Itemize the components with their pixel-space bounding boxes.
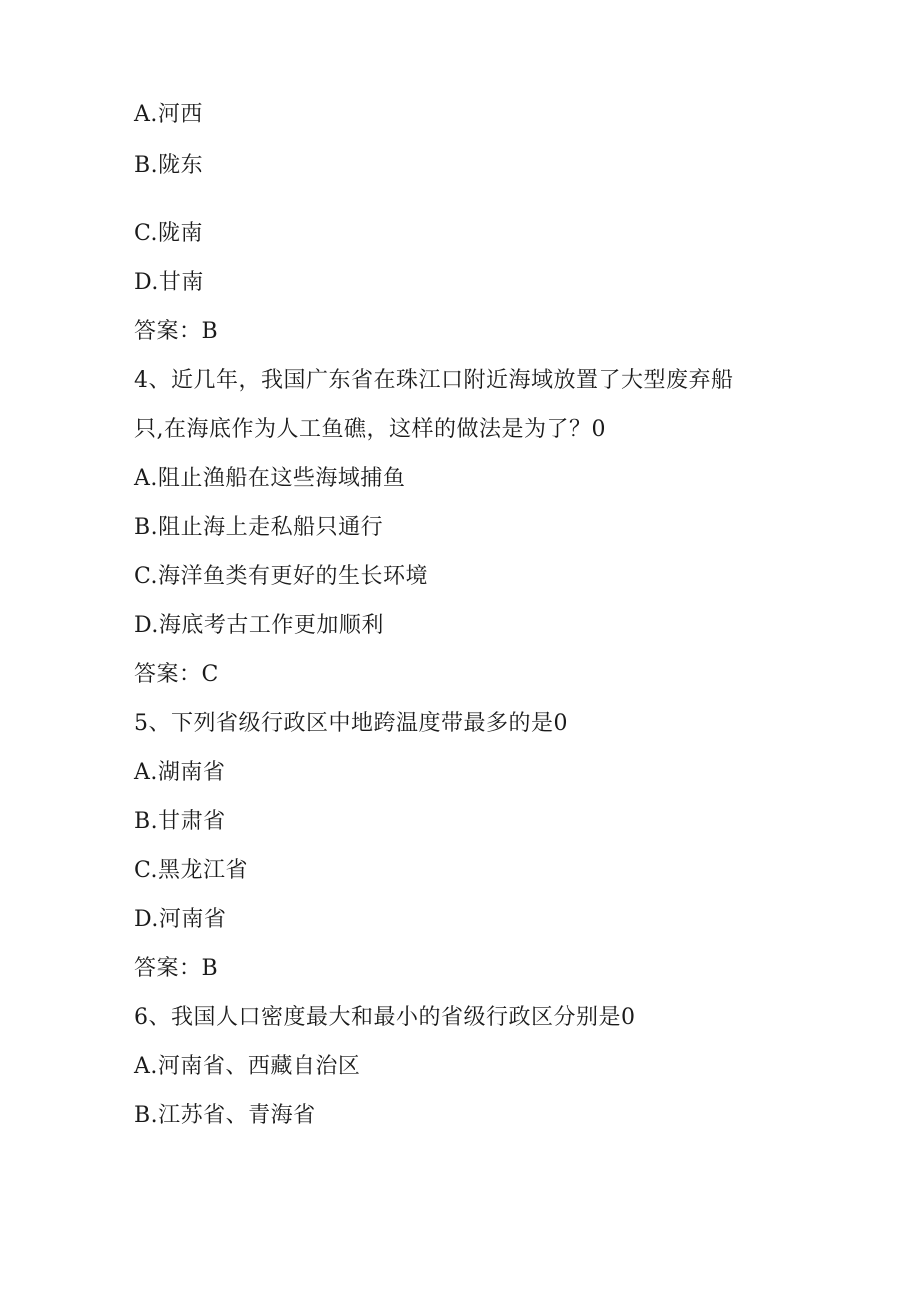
q5-option-b: B.甘肃省 [134, 809, 226, 834]
q5-answer: 答案：B [134, 956, 219, 981]
q3-answer: 答案：B [134, 319, 219, 344]
q5-option-c: C.黑龙江省 [134, 858, 249, 883]
q5-option-a: A.湖南省 [134, 760, 226, 785]
q4-option-a: A.阻止渔船在这些海域捕鱼 [134, 466, 406, 491]
q4-option-c: C.海洋鱼类有更好的生长环境 [134, 564, 429, 589]
q4-option-d: D.海底考古工作更加顺利 [134, 613, 384, 638]
q6-option-a: A.河南省、西藏自治区 [134, 1054, 361, 1079]
q4-answer: 答案：C [134, 662, 219, 687]
q6-question: 6、我国人口密度最大和最小的省级行政区分别是0 [134, 1005, 636, 1030]
q4-question-line1: 4、近几年，我国广东省在珠江口附近海域放置了大型废弃船 [134, 368, 734, 393]
q5-option-d: D.河南省 [134, 907, 227, 932]
q5-question: 5、下列省级行政区中地跨温度带最多的是0 [134, 711, 568, 736]
q4-question-line2: 只,在海底作为人工鱼礁，这样的做法是为了？0 [134, 417, 606, 442]
q4-option-b: B.阻止海上走私船只通行 [134, 515, 384, 540]
q3-option-b: B.陇东 [134, 153, 204, 178]
q3-option-c: C.陇南 [134, 221, 204, 246]
q3-option-d: D.甘南 [134, 270, 204, 295]
q3-option-a: A.河西 [134, 102, 203, 127]
q6-option-b: B.江苏省、青海省 [134, 1103, 316, 1128]
